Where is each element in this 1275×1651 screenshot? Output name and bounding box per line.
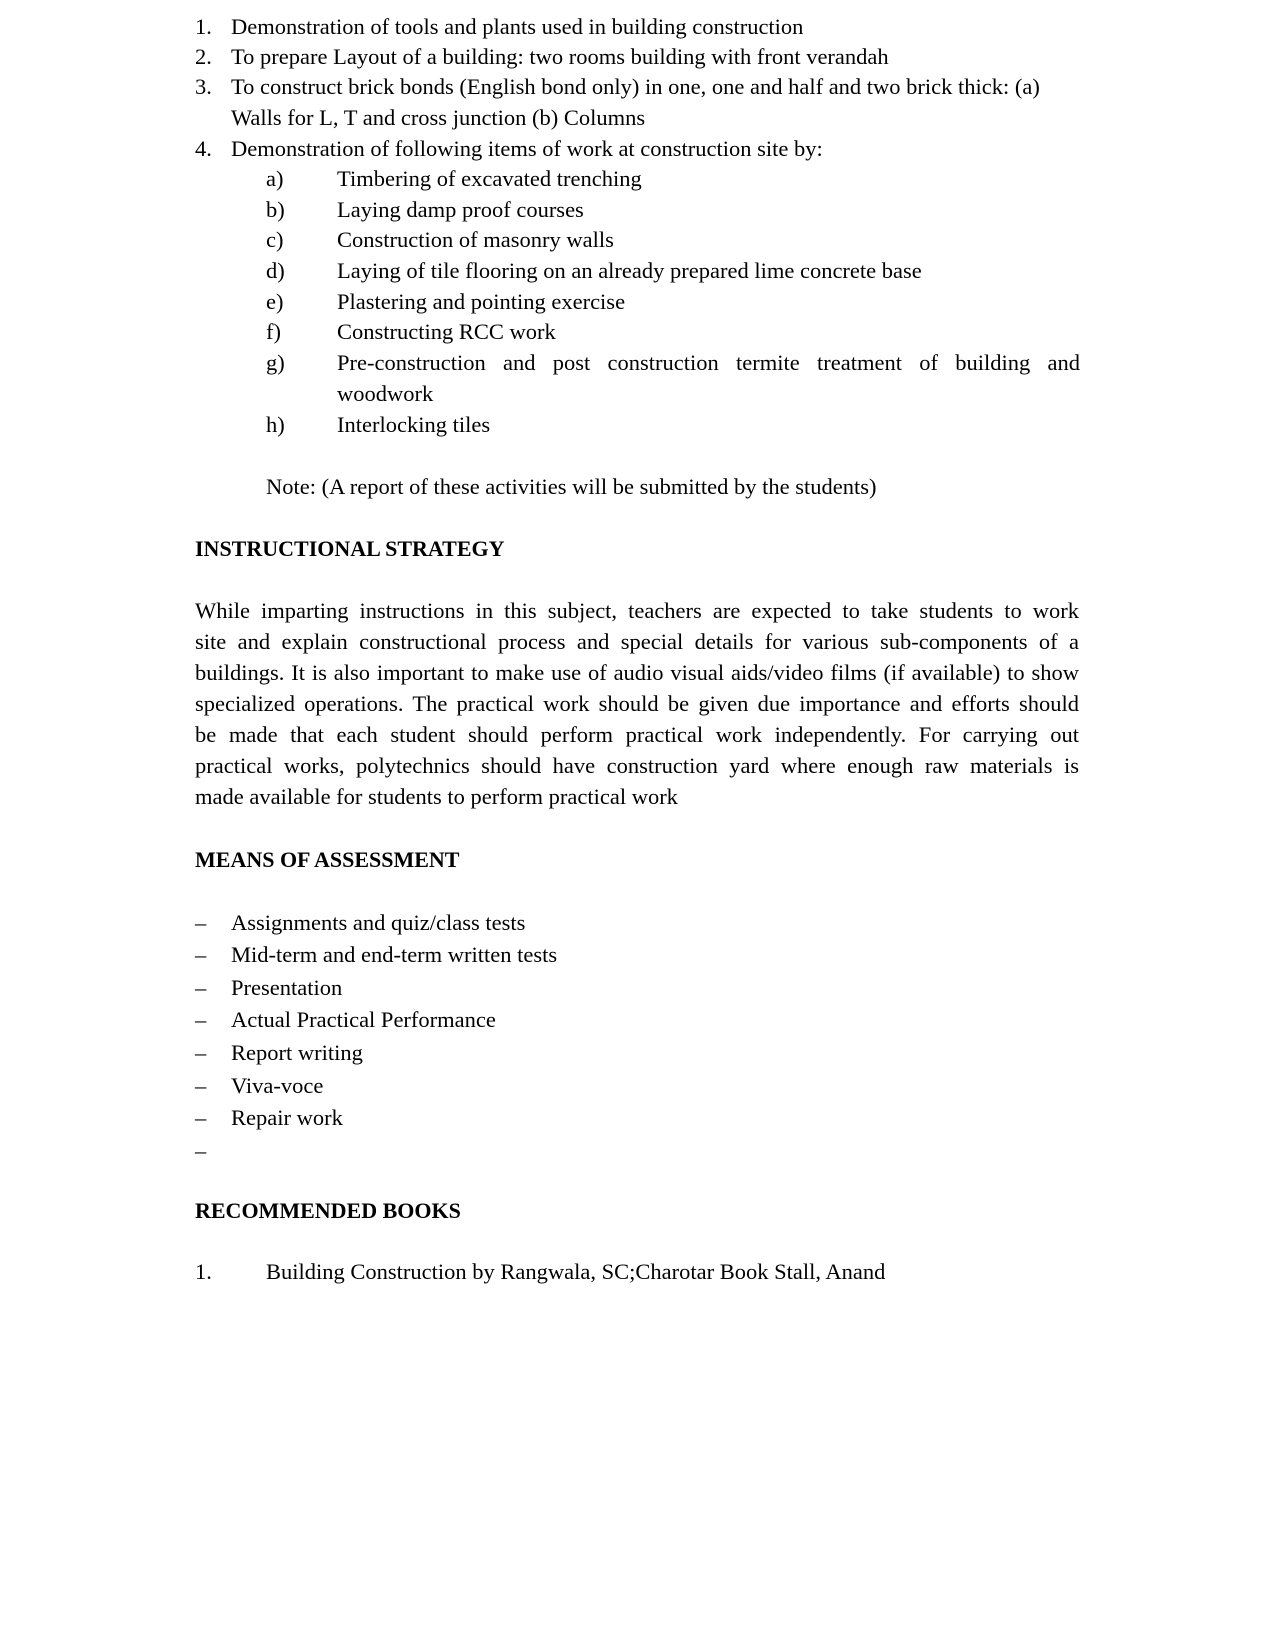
assessment-text: Report writing — [231, 1040, 363, 1065]
assessment-text: Mid-term and end-term written tests — [231, 942, 558, 967]
practical-text-line-2: Walls for L, T and cross junction (b) Columns — [231, 105, 646, 130]
instructional-strategy-paragraph — [195, 595, 1079, 812]
paragraph-line: practical works, polytechnics should have construction yard where enough raw materials is — [195, 753, 1079, 778]
dash-bullet: – — [195, 1105, 207, 1130]
dash-bullet: – — [195, 910, 207, 935]
sub-item-text: Plastering and pointing exercise — [337, 289, 626, 314]
sub-item-letter: h) — [266, 412, 285, 437]
assessment-text: Assignments and quiz/class tests — [231, 910, 526, 935]
dash-bullet: – — [195, 1138, 207, 1163]
sub-item-text: Interlocking tiles — [337, 412, 491, 437]
assessment-text: Presentation — [231, 975, 343, 1000]
practical-number: 4. — [195, 136, 212, 161]
activities-note: Note: (A report of these activities will be submitted by the students) — [266, 474, 877, 499]
assessment-text: Viva-voce — [231, 1073, 324, 1098]
practical-number: 2. — [195, 44, 212, 69]
sub-item-text: Construction of masonry walls — [337, 227, 614, 252]
dash-bullet: – — [195, 975, 207, 1000]
sub-item-letter: a) — [266, 166, 284, 191]
dash-bullet: – — [195, 942, 207, 967]
sub-item-letter: e) — [266, 289, 284, 314]
dash-bullet: – — [195, 1073, 207, 1098]
practical-text: Demonstration of following items of work at construction site by: — [231, 136, 823, 161]
dash-bullet: – — [195, 1040, 207, 1065]
sub-item-letter: g) — [266, 350, 285, 375]
instructional-strategy-heading: INSTRUCTIONAL STRATEGY — [195, 536, 505, 561]
sub-item-letter: c) — [266, 227, 284, 252]
paragraph-line: made available for students to perform practical work — [195, 784, 678, 809]
sub-item-text: Timbering of excavated trenching — [337, 166, 642, 191]
practical-text: To prepare Layout of a building: two rooms building with front verandah — [231, 44, 889, 69]
book-text: Building Construction by Rangwala, SC;Charotar Book Stall, Anand — [266, 1259, 886, 1284]
sub-item-letter: b) — [266, 197, 285, 222]
sub-item-text: Constructing RCC work — [337, 319, 556, 344]
sub-item-text-line-1: Pre-construction and post construction termite treatment of building and — [337, 350, 1080, 375]
sub-item-letter: f) — [266, 319, 281, 344]
sub-item-letter: d) — [266, 258, 285, 283]
book-number: 1. — [195, 1259, 212, 1284]
practical-number: 3. — [195, 74, 212, 99]
practical-text-line-1: To construct brick bonds (English bond only) in one, one and half and two brick thick: (a) — [231, 74, 1040, 99]
assessment-text: Actual Practical Performance — [231, 1007, 496, 1032]
paragraph-line: buildings. It is also important to make use of audio visual aids/video films (if available) to show — [195, 660, 1079, 685]
paragraph-line: be made that each student should perform practical work independently. For carrying out — [195, 722, 1079, 747]
dash-bullet: – — [195, 1007, 207, 1032]
sub-item-text-line-2: woodwork — [337, 381, 434, 406]
paragraph-line: site and explain constructional process and special details for various sub-components of a — [195, 629, 1079, 654]
practical-text: Demonstration of tools and plants used in building construction — [231, 14, 804, 39]
sub-item-text: Laying of tile flooring on an already prepared lime concrete base — [337, 258, 922, 283]
means-of-assessment-heading: MEANS OF ASSESSMENT — [195, 847, 460, 872]
practical-number: 1. — [195, 14, 212, 39]
sub-item-text: Laying damp proof courses — [337, 197, 584, 222]
assessment-text: Repair work — [231, 1105, 343, 1130]
paragraph-line: While imparting instructions in this subject, teachers are expected to take students to work — [195, 598, 1079, 623]
recommended-books-heading: RECOMMENDED BOOKS — [195, 1198, 461, 1223]
paragraph-line: specialized operations. The practical work should be given due importance and efforts should — [195, 691, 1079, 716]
